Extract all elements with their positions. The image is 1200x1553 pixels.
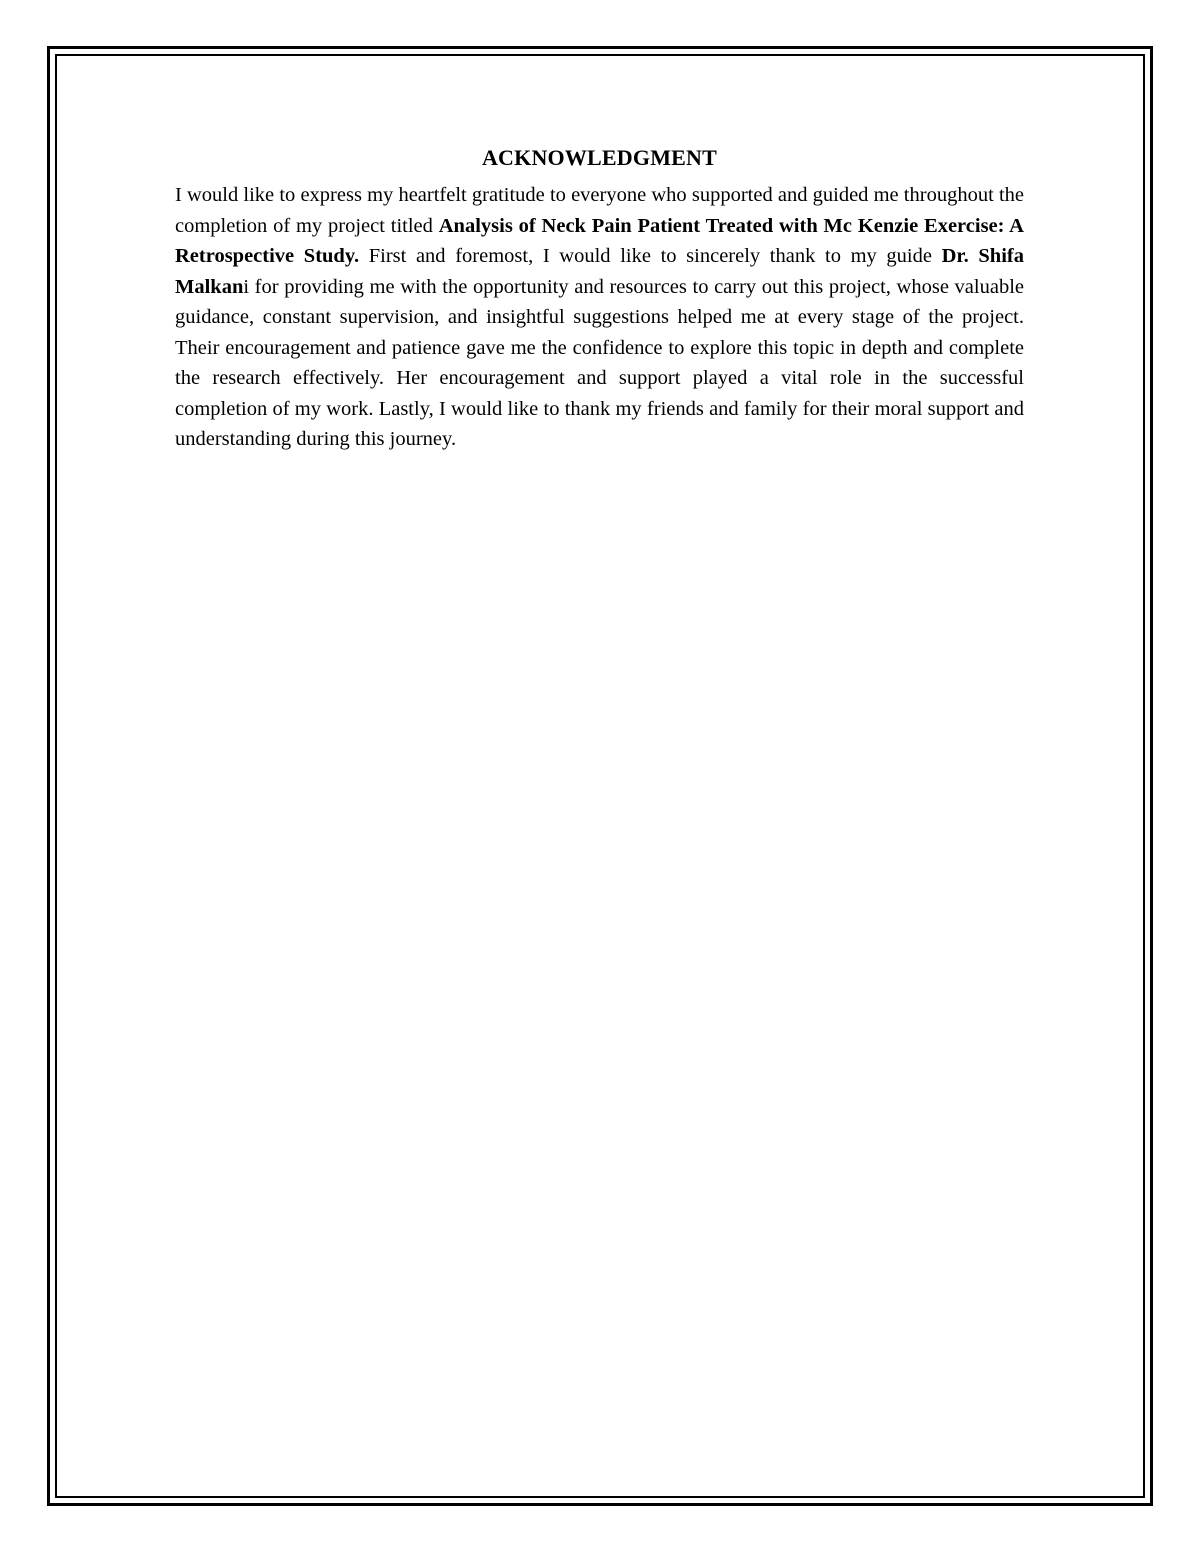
paragraph-run: i for providing me with the opportunity and resources to carry out this project, whose valuable guidance, constant supervision, and insightful suggestions helped me at every stage of the project. Their encouragement and patience gave me the confidence to explore this topic in depth and complete the research effectively. Her encouragement and support played a vital role in the successful completion of my work. Lastly, I would like to thank my friends and family for their moral support and understanding during this journey. [175,275,1024,450]
project-title: Analysis of Neck Pain Patient Treated with Mc Kenzie Exercise: A Retrospective Study. [175,214,1024,267]
document-content [175,145,1024,455]
paragraph-run: I would like to express my heartfelt gratitude to everyone who supported and guided me throughout the completion of my project titled [175,184,1024,237]
guide-name: Dr. Shifa Malkan [175,245,1024,298]
page-title: ACKNOWLEDGMENT [481,145,718,170]
paragraph-run: First and foremost, I would like to sincerely thank to my guide [359,245,942,267]
acknowledgment-paragraph [175,180,1024,455]
